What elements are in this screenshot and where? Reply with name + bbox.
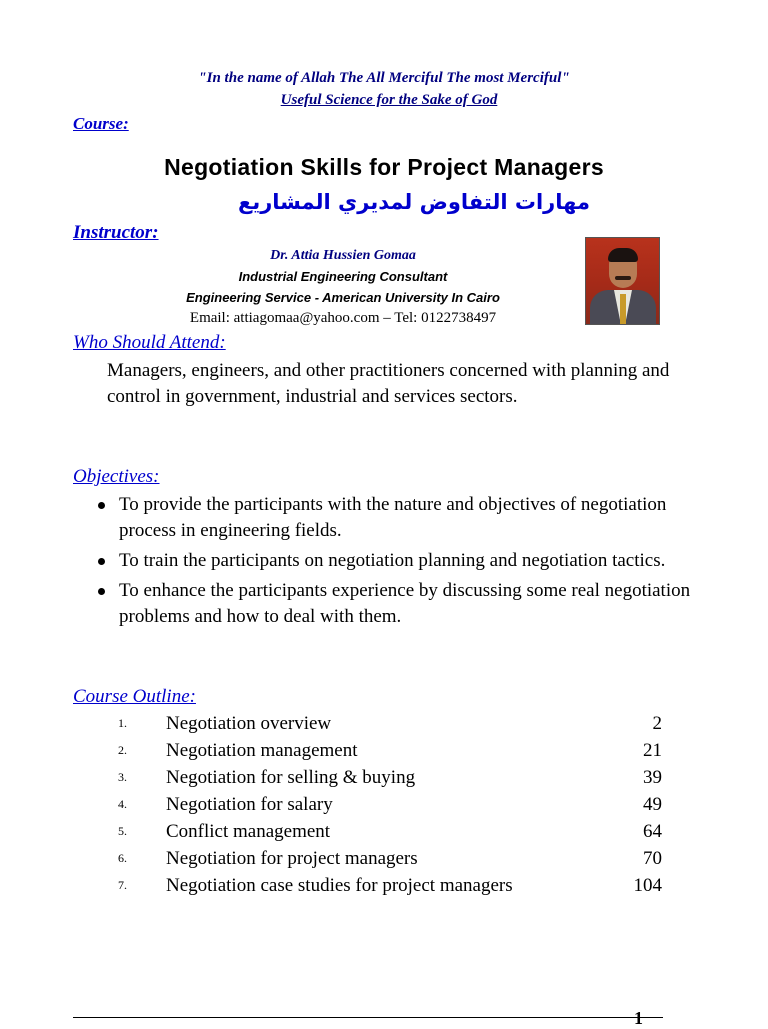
instructor-organization: Engineering Service - American University In Cairo — [186, 290, 500, 305]
outline-item — [118, 791, 678, 818]
instructor-name: Dr. Attia Hussien Gomaa — [270, 248, 416, 263]
course-title-arabic: مهارات التفاوض لمديري المشاريع — [237, 190, 591, 214]
course-label: Course: — [73, 114, 129, 133]
outline-item-page: 64 — [643, 821, 662, 842]
who-should-attend-text: Managers, engineers, and other practitioners concerned with planning and control in government, industrial and services sectors. — [107, 360, 670, 407]
outline-item-number: 4. — [118, 797, 127, 811]
outline-item — [118, 845, 678, 872]
outline-item-title: Negotiation for selling & buying — [166, 767, 416, 788]
outline-item-title: Negotiation for project managers — [166, 848, 418, 869]
outline-item — [118, 764, 678, 791]
instructor-photo — [585, 237, 660, 325]
outline-item — [118, 818, 678, 845]
course-title: Negotiation Skills for Project Managers — [164, 154, 604, 180]
outline-item-number: 5. — [118, 824, 127, 838]
course-outline-heading: Course Outline: — [73, 686, 196, 707]
outline-item-title: Negotiation management — [166, 740, 358, 761]
instructor-label: Instructor: — [73, 222, 159, 243]
outline-item — [118, 710, 678, 737]
footer-divider — [73, 1017, 663, 1018]
outline-item-number: 2. — [118, 743, 127, 757]
who-should-attend-heading: Who Should Attend: — [73, 332, 226, 353]
instructor-role: Industrial Engineering Consultant — [238, 269, 448, 284]
outline-item-number: 7. — [118, 878, 127, 892]
instructor-contact: Email: attiagomaa@yahoo.com – Tel: 0122738497 — [189, 310, 497, 326]
outline-item-number: 3. — [118, 770, 127, 784]
outline-item-title: Negotiation overview — [166, 713, 332, 734]
objective-item — [92, 548, 702, 574]
outline-item-page: 39 — [643, 767, 662, 788]
course-outline-list — [118, 710, 678, 899]
outline-item-title: Negotiation case studies for project managers — [166, 875, 513, 896]
outline-item-page: 104 — [633, 875, 662, 896]
bismillah-line: "In the name of Allah The All Merciful The most Merciful" — [198, 70, 570, 86]
outline-item-number: 1. — [118, 716, 127, 730]
objective-text: To enhance the participants experience by discussing some real negotiation problems and how to deal with them. — [119, 580, 691, 627]
objective-item — [92, 578, 702, 630]
outline-item-page: 21 — [643, 740, 662, 761]
outline-item-title: Conflict management — [166, 821, 331, 842]
bullet-icon — [98, 588, 105, 595]
page-number: 1 — [634, 1008, 643, 1028]
objectives-heading: Objectives: — [73, 466, 160, 487]
outline-item — [118, 737, 678, 764]
outline-item — [118, 872, 678, 899]
motto-line: Useful Science for the Sake of God — [280, 92, 498, 108]
objective-text: To train the participants on negotiation planning and negotiation tactics. — [119, 550, 666, 571]
objective-item — [92, 492, 702, 544]
bullet-icon — [98, 558, 105, 565]
outline-item-page: 2 — [652, 713, 662, 734]
outline-item-page: 70 — [643, 848, 662, 869]
outline-item-title: Negotiation for salary — [166, 794, 333, 815]
objective-text: To provide the participants with the nature and objectives of negotiation process in engineering fields. — [119, 494, 667, 541]
outline-item-page: 49 — [643, 794, 662, 815]
outline-item-number: 6. — [118, 851, 127, 865]
objectives-list — [92, 492, 702, 634]
bullet-icon — [98, 502, 105, 509]
